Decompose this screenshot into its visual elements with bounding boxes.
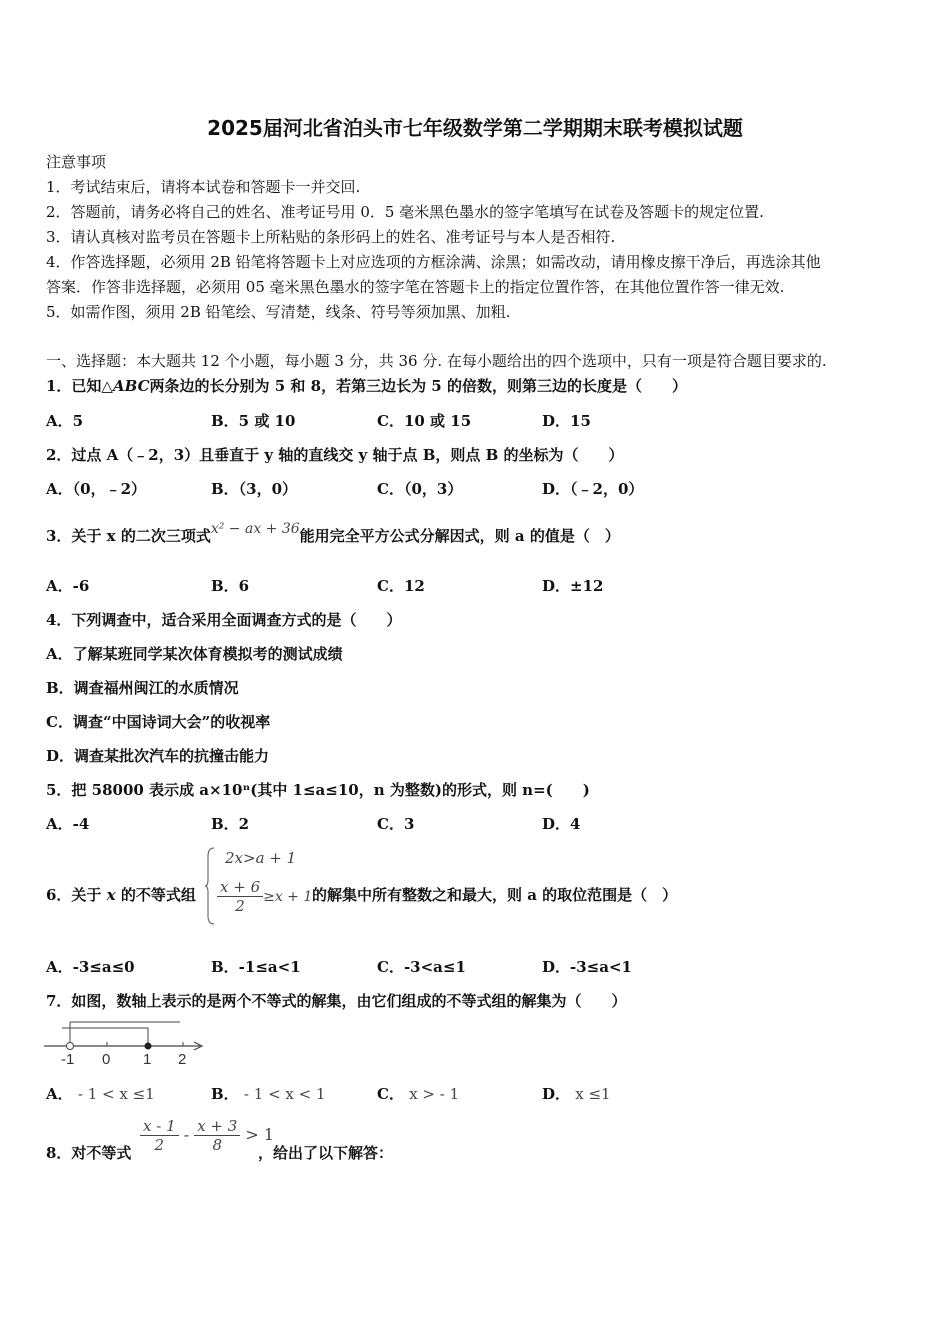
q6-option-d[interactable]: D．-3≤a<1: [542, 958, 632, 976]
q5-option-a[interactable]: A．-4: [46, 815, 90, 833]
q6-numerator: x + 6: [217, 878, 263, 897]
notice-heading: 注意事项: [46, 153, 107, 171]
q6-pre: 6．关于: [46, 886, 102, 904]
q6-option-a[interactable]: A．-3≤a≤0: [46, 958, 135, 976]
q8-minus: -: [183, 1125, 190, 1144]
question-3: [46, 521, 620, 547]
q2-option-d[interactable]: D．（﹣2，0）: [542, 480, 644, 498]
number-line-figure: [40, 1016, 210, 1070]
tick-label: 0: [102, 1051, 111, 1068]
q3-pre: 3．关于 x 的二次三项式: [46, 527, 211, 545]
q1-pre: 1．已知△: [46, 377, 113, 395]
q8-numerator-1: x - 1: [140, 1117, 179, 1136]
section-heading: 一、选择题：本大题共 12 个小题，每小题 3 分，共 36 分. 在每小题给出的四个选项中，只有一项是符合题目要求的.: [46, 352, 827, 370]
q7-c-label: C．: [377, 1085, 404, 1103]
question-2: 2．过点 A（﹣2，3）且垂直于 y 轴的直线交 y 轴于点 B，则点 B 的坐标为（ ）: [46, 446, 624, 464]
q7-a-expr: - 1 < x ≤1: [77, 1085, 155, 1103]
notice-item: 2．答题前，请务必将自己的姓名、准考证号用 0．5 毫米黑色墨水的签字笔填写在试卷及答题卡的规定位置.: [46, 203, 764, 221]
q4-option-b[interactable]: B．调查福州闽江的水质情况: [46, 679, 239, 697]
q8-denominator-2: 8: [212, 1136, 223, 1154]
q1-option-b[interactable]: B．5 或 10: [211, 412, 296, 430]
q7-b-label: B．: [211, 1085, 239, 1103]
system-brace: [205, 846, 217, 926]
q8-post: ，给出了以下解答：: [258, 1144, 394, 1162]
q1-option-a[interactable]: A．5: [46, 412, 84, 430]
page-title: 2025届河北省泊头市七年级数学第二学期期末联考模拟试题: [207, 116, 743, 140]
q5-option-c[interactable]: C．3: [377, 815, 415, 833]
q1-abc: ABC: [112, 377, 150, 395]
q4-option-a[interactable]: A．了解某班同学某次体育模拟考的测试成绩: [46, 645, 343, 663]
q6-rhs: ≥x + 1: [263, 889, 313, 905]
q3-post: 能用完全平方公式分解因式，则 a 的值是（ ）: [299, 527, 620, 545]
q6-fraction: [217, 878, 263, 915]
question-7: 7．如图，数轴上表示的是两个不等式的解集，由它们组成的不等式组的解集为（ ）: [46, 992, 627, 1010]
q1-post: 两条边的长分别为 5 和 8，若第三边长为 5 的倍数，则第三边的长度是（ ）: [149, 377, 687, 395]
q8-gt: > 1: [245, 1125, 275, 1144]
q3-option-c[interactable]: C．12: [377, 577, 425, 595]
q4-option-d[interactable]: D．调查某批次汽车的抗撞击能力: [46, 747, 270, 765]
q7-c-expr: x > - 1: [409, 1085, 460, 1103]
q1-option-d[interactable]: D．15: [542, 412, 591, 430]
q6-post: 的解集中所有整数之和最大，则 a 的取位范围是（ ）: [312, 886, 678, 904]
q6-inequality-2: [217, 878, 312, 915]
q6-mid: 的不等式组: [120, 886, 196, 904]
q6-denominator: 2: [235, 897, 245, 915]
q7-option-b[interactable]: [211, 1084, 326, 1104]
notice-item: 4．作答选择题，必须用 2B 铅笔将答题卡上对应选项的方框涂满、涂黑；如需改动，请用橡皮擦干净后，再选涂其他: [46, 253, 821, 271]
q7-d-label: D．: [542, 1085, 571, 1103]
q7-option-d[interactable]: [542, 1084, 611, 1104]
q7-a-label: A．: [46, 1085, 73, 1103]
q2-option-a[interactable]: A．（0，﹣2）: [46, 480, 147, 498]
q6-inequality-system: [205, 846, 313, 926]
question-8: 8．对不等式: [46, 1144, 132, 1162]
q8-fraction-2: [194, 1117, 240, 1154]
notice-item: 5．如需作图，须用 2B 铅笔绘、写清楚，线条、符号等须加黑、加粗.: [46, 303, 511, 321]
q7-option-c[interactable]: [377, 1084, 459, 1104]
notice-item: 答案．作答非选择题，必须用 05 毫米黑色墨水的签字笔在答题卡上的指定位置作答，在其他位置作答一律无效.: [46, 278, 785, 296]
q7-d-expr: x ≤1: [575, 1085, 611, 1103]
q7-b-expr: - 1 < x < 1: [243, 1085, 326, 1103]
q6-inequality-1: 2x>a + 1: [225, 849, 297, 867]
q8-numerator-2: x + 3: [194, 1117, 240, 1136]
q4-option-c[interactable]: C．调查“中国诗词大会”的收视率: [46, 713, 271, 731]
closed-point: [145, 1043, 152, 1050]
q3-expression: x² − ax + 36: [210, 521, 300, 537]
q8-denominator-1: 2: [154, 1136, 165, 1154]
q8-expression: [140, 1117, 274, 1154]
question-6: [46, 885, 196, 905]
q8-fraction-1: [140, 1117, 179, 1154]
q5-option-b[interactable]: B．2: [211, 815, 250, 833]
q2-option-b[interactable]: B．（3，0）: [211, 480, 298, 498]
q1-option-c[interactable]: C．10 或 15: [377, 412, 472, 430]
q5-option-d[interactable]: D．4: [542, 815, 581, 833]
q6-x: x: [106, 886, 116, 904]
q6-option-b[interactable]: B．-1≤a<1: [211, 958, 301, 976]
q3-option-a[interactable]: A．-6: [46, 577, 90, 595]
tick-label: 2: [178, 1051, 187, 1068]
q3-option-b[interactable]: B．6: [211, 577, 250, 595]
notice-item: 1．考试结束后，请将本试卷和答题卡一并交回.: [46, 178, 361, 196]
q3-option-d[interactable]: D．±12: [542, 577, 604, 595]
notice-item: 3．请认真核对监考员在答题卡上所粘贴的条形码上的姓名、准考证号与本人是否相符.: [46, 228, 616, 246]
question-4: 4．下列调查中，适合采用全面调查方式的是（ ）: [46, 611, 402, 629]
question-5: 5．把 58000 表示成 a×10ⁿ(其中 1≤a≤10，n 为整数)的形式，则 n=( ): [46, 781, 590, 799]
tick-label: -1: [61, 1051, 75, 1068]
open-point: [67, 1043, 74, 1050]
q7-option-a[interactable]: [46, 1084, 155, 1104]
question-1: [46, 376, 687, 396]
q6-option-c[interactable]: C．-3<a≤1: [377, 958, 466, 976]
q2-option-c[interactable]: C．（0，3）: [377, 480, 463, 498]
tick-label: 1: [143, 1051, 152, 1068]
